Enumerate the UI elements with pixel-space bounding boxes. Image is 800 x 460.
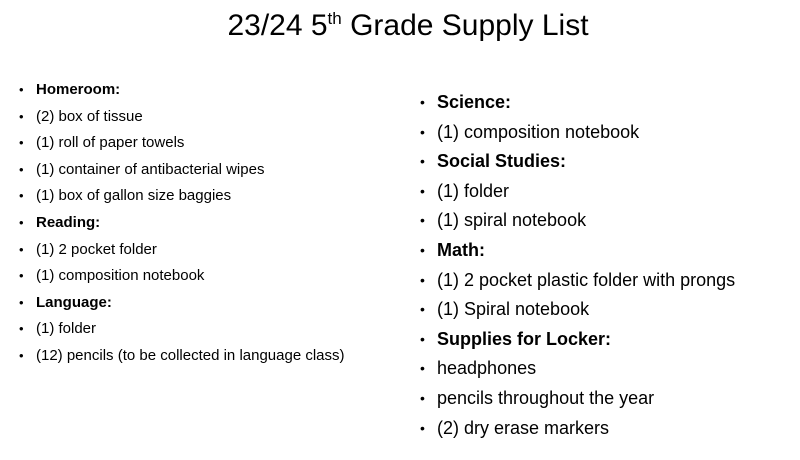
section-heading-text: Reading: bbox=[36, 213, 101, 231]
page-title bbox=[0, 6, 800, 46]
list-item-text: pencils throughout the year bbox=[437, 387, 655, 408]
list-item bbox=[420, 296, 735, 326]
list-item bbox=[19, 158, 345, 185]
bullet-icon: • bbox=[420, 153, 425, 170]
section-heading bbox=[420, 237, 735, 267]
bullet-icon: • bbox=[19, 188, 24, 204]
list-item-text: (1) Spiral notebook bbox=[437, 299, 590, 320]
bullet-icon: • bbox=[19, 241, 24, 257]
list-item-text: (12) pencils (to be collected in language class) bbox=[36, 346, 345, 364]
bullet-icon: • bbox=[420, 241, 425, 258]
list-item bbox=[420, 415, 735, 445]
right-supply-list bbox=[420, 89, 736, 444]
left-supply-list bbox=[19, 78, 345, 371]
bullet-icon: • bbox=[19, 161, 24, 177]
bullet-icon: • bbox=[420, 212, 425, 229]
title-suffix: Grade Supply List bbox=[341, 9, 589, 42]
bullet-icon: • bbox=[19, 321, 24, 337]
section-heading bbox=[19, 78, 345, 105]
section-heading-text: Social Studies: bbox=[437, 151, 567, 172]
section-heading-text: Math: bbox=[437, 239, 485, 260]
list-item-text: (1) box of gallon size baggies bbox=[36, 187, 232, 205]
list-item bbox=[420, 119, 735, 149]
list-item bbox=[420, 207, 735, 237]
list-item bbox=[420, 355, 735, 385]
section-heading bbox=[420, 148, 735, 178]
bullet-icon: • bbox=[420, 271, 425, 288]
list-item-text: (1) 2 pocket folder bbox=[36, 240, 157, 258]
title-prefix: 23/24 5 bbox=[227, 9, 328, 42]
bullet-icon: • bbox=[420, 419, 425, 436]
bullet-icon: • bbox=[19, 214, 24, 230]
list-item bbox=[19, 184, 345, 211]
bullet-icon: • bbox=[420, 301, 425, 318]
bullet-icon: • bbox=[19, 108, 24, 124]
bullet-icon: • bbox=[420, 389, 425, 406]
list-item-text: (1) container of antibacterial wipes bbox=[36, 160, 265, 178]
bullet-icon: • bbox=[420, 123, 425, 140]
bullet-icon: • bbox=[420, 182, 425, 199]
list-item bbox=[420, 385, 735, 415]
section-heading bbox=[420, 89, 735, 119]
list-item-text: (1) spiral notebook bbox=[437, 210, 587, 231]
section-heading-text: Supplies for Locker: bbox=[437, 328, 612, 349]
section-heading bbox=[19, 211, 345, 238]
bullet-icon: • bbox=[19, 268, 24, 284]
bullet-icon: • bbox=[420, 94, 425, 110]
section-heading-text: Homeroom: bbox=[36, 81, 121, 98]
bullet-icon: • bbox=[19, 347, 24, 363]
list-item-text: (1) composition notebook bbox=[36, 267, 205, 285]
section-heading bbox=[19, 291, 345, 318]
list-item bbox=[19, 131, 345, 158]
list-item bbox=[19, 238, 345, 265]
section-heading bbox=[420, 326, 735, 356]
title-superscript: th bbox=[327, 9, 342, 28]
section-heading-text: Science: bbox=[437, 92, 512, 112]
bullet-icon: • bbox=[420, 360, 425, 377]
bullet-icon: • bbox=[420, 330, 425, 347]
list-item bbox=[19, 264, 345, 291]
bullet-icon: • bbox=[19, 82, 24, 97]
list-item bbox=[19, 344, 345, 371]
list-item bbox=[420, 267, 736, 297]
list-item-text: (1) 2 pocket plastic folder with prongs bbox=[437, 269, 736, 290]
list-item-text: headphones bbox=[437, 358, 537, 379]
list-item-text: (1) composition notebook bbox=[437, 121, 640, 142]
list-item-text: (1) folder bbox=[437, 180, 510, 201]
section-heading-text: Language: bbox=[36, 293, 112, 311]
list-item bbox=[19, 317, 345, 344]
list-item bbox=[420, 178, 735, 208]
bullet-icon: • bbox=[19, 135, 24, 151]
list-item bbox=[19, 105, 345, 132]
list-item-text: (2) dry erase markers bbox=[437, 417, 610, 438]
list-item-text: (2) box of tissue bbox=[36, 107, 143, 125]
list-item-text: (1) folder bbox=[36, 320, 97, 338]
bullet-icon: • bbox=[19, 294, 24, 310]
list-item-text: (1) roll of paper towels bbox=[36, 134, 185, 152]
